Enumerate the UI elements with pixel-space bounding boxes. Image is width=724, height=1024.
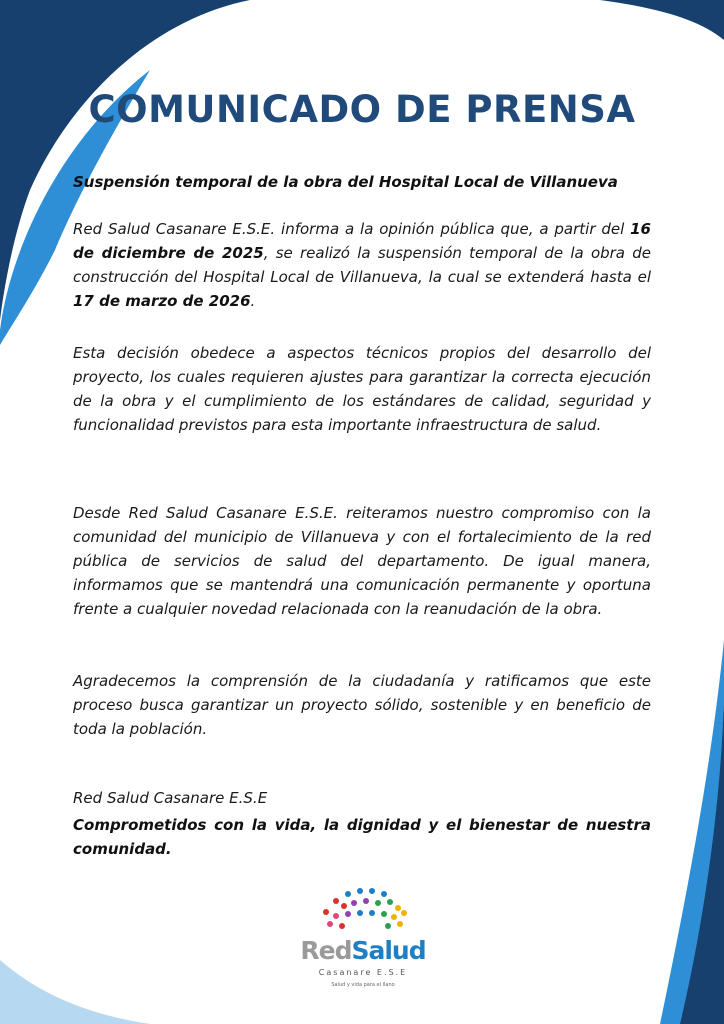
- start-date: 16 de diciembre de 2025: [73, 220, 651, 262]
- paragraph-thanks: Agradecemos la comprensión de la ciudadanía y ratificamos que este proceso busca garantizar un proyecto sólido, sostenible y en beneficio de toda la población.: [73, 672, 651, 738]
- logo-tagline: Salud y vida para el llano: [331, 982, 395, 988]
- paragraph-commitment: Desde Red Salud Casanare E.S.E. reiteramos nuestro compromiso con la comunidad del municipio de Villanueva y con el fortalecimiento de la red pública de servicios de salud del departamento. De igual manera, informamos que se mantendrá una comunicación permanente y oportuna frente a cualquier novedad relacionada con la reanudación de la obra.: [73, 504, 651, 618]
- paragraph-announcement: Red Salud Casanare E.S.E. informa a la opinión pública que, a partir del 16 de diciembre de 2025, se realizó la suspensión temporal de la obra de construcción del Hospital Local de Villanueva, la cual se extenderá hasta el 17 de marzo de 2026.: [73, 220, 651, 310]
- page-title: COMUNICADO DE PRENSA: [88, 88, 636, 131]
- red-salud-logo: [300, 886, 426, 998]
- logo-dots-icon: [314, 886, 414, 936]
- signature-name: Red Salud Casanare E.S.E: [73, 789, 268, 807]
- release-subtitle: Suspensión temporal de la obra del Hospital Local de Villanueva: [73, 173, 618, 191]
- end-date: 17 de marzo de 2026: [73, 292, 251, 310]
- paragraph-reason: Esta decisión obedece a aspectos técnicos propios del desarrollo del proyecto, los cuales requieren ajustes para garantizar la correcta ejecución de la obra y el cumplimiento de los estándares de calidad, seguridad y funcionalidad previstos para esta importante infraestructura de salud.: [73, 344, 651, 434]
- logo-subtitle: Casanare E.S.E: [318, 968, 408, 977]
- logo-wordmark: RedSalud: [300, 936, 426, 965]
- signature-motto: Comprometidos con la vida, la dignidad y el bienestar de nuestra comunidad.: [73, 816, 651, 858]
